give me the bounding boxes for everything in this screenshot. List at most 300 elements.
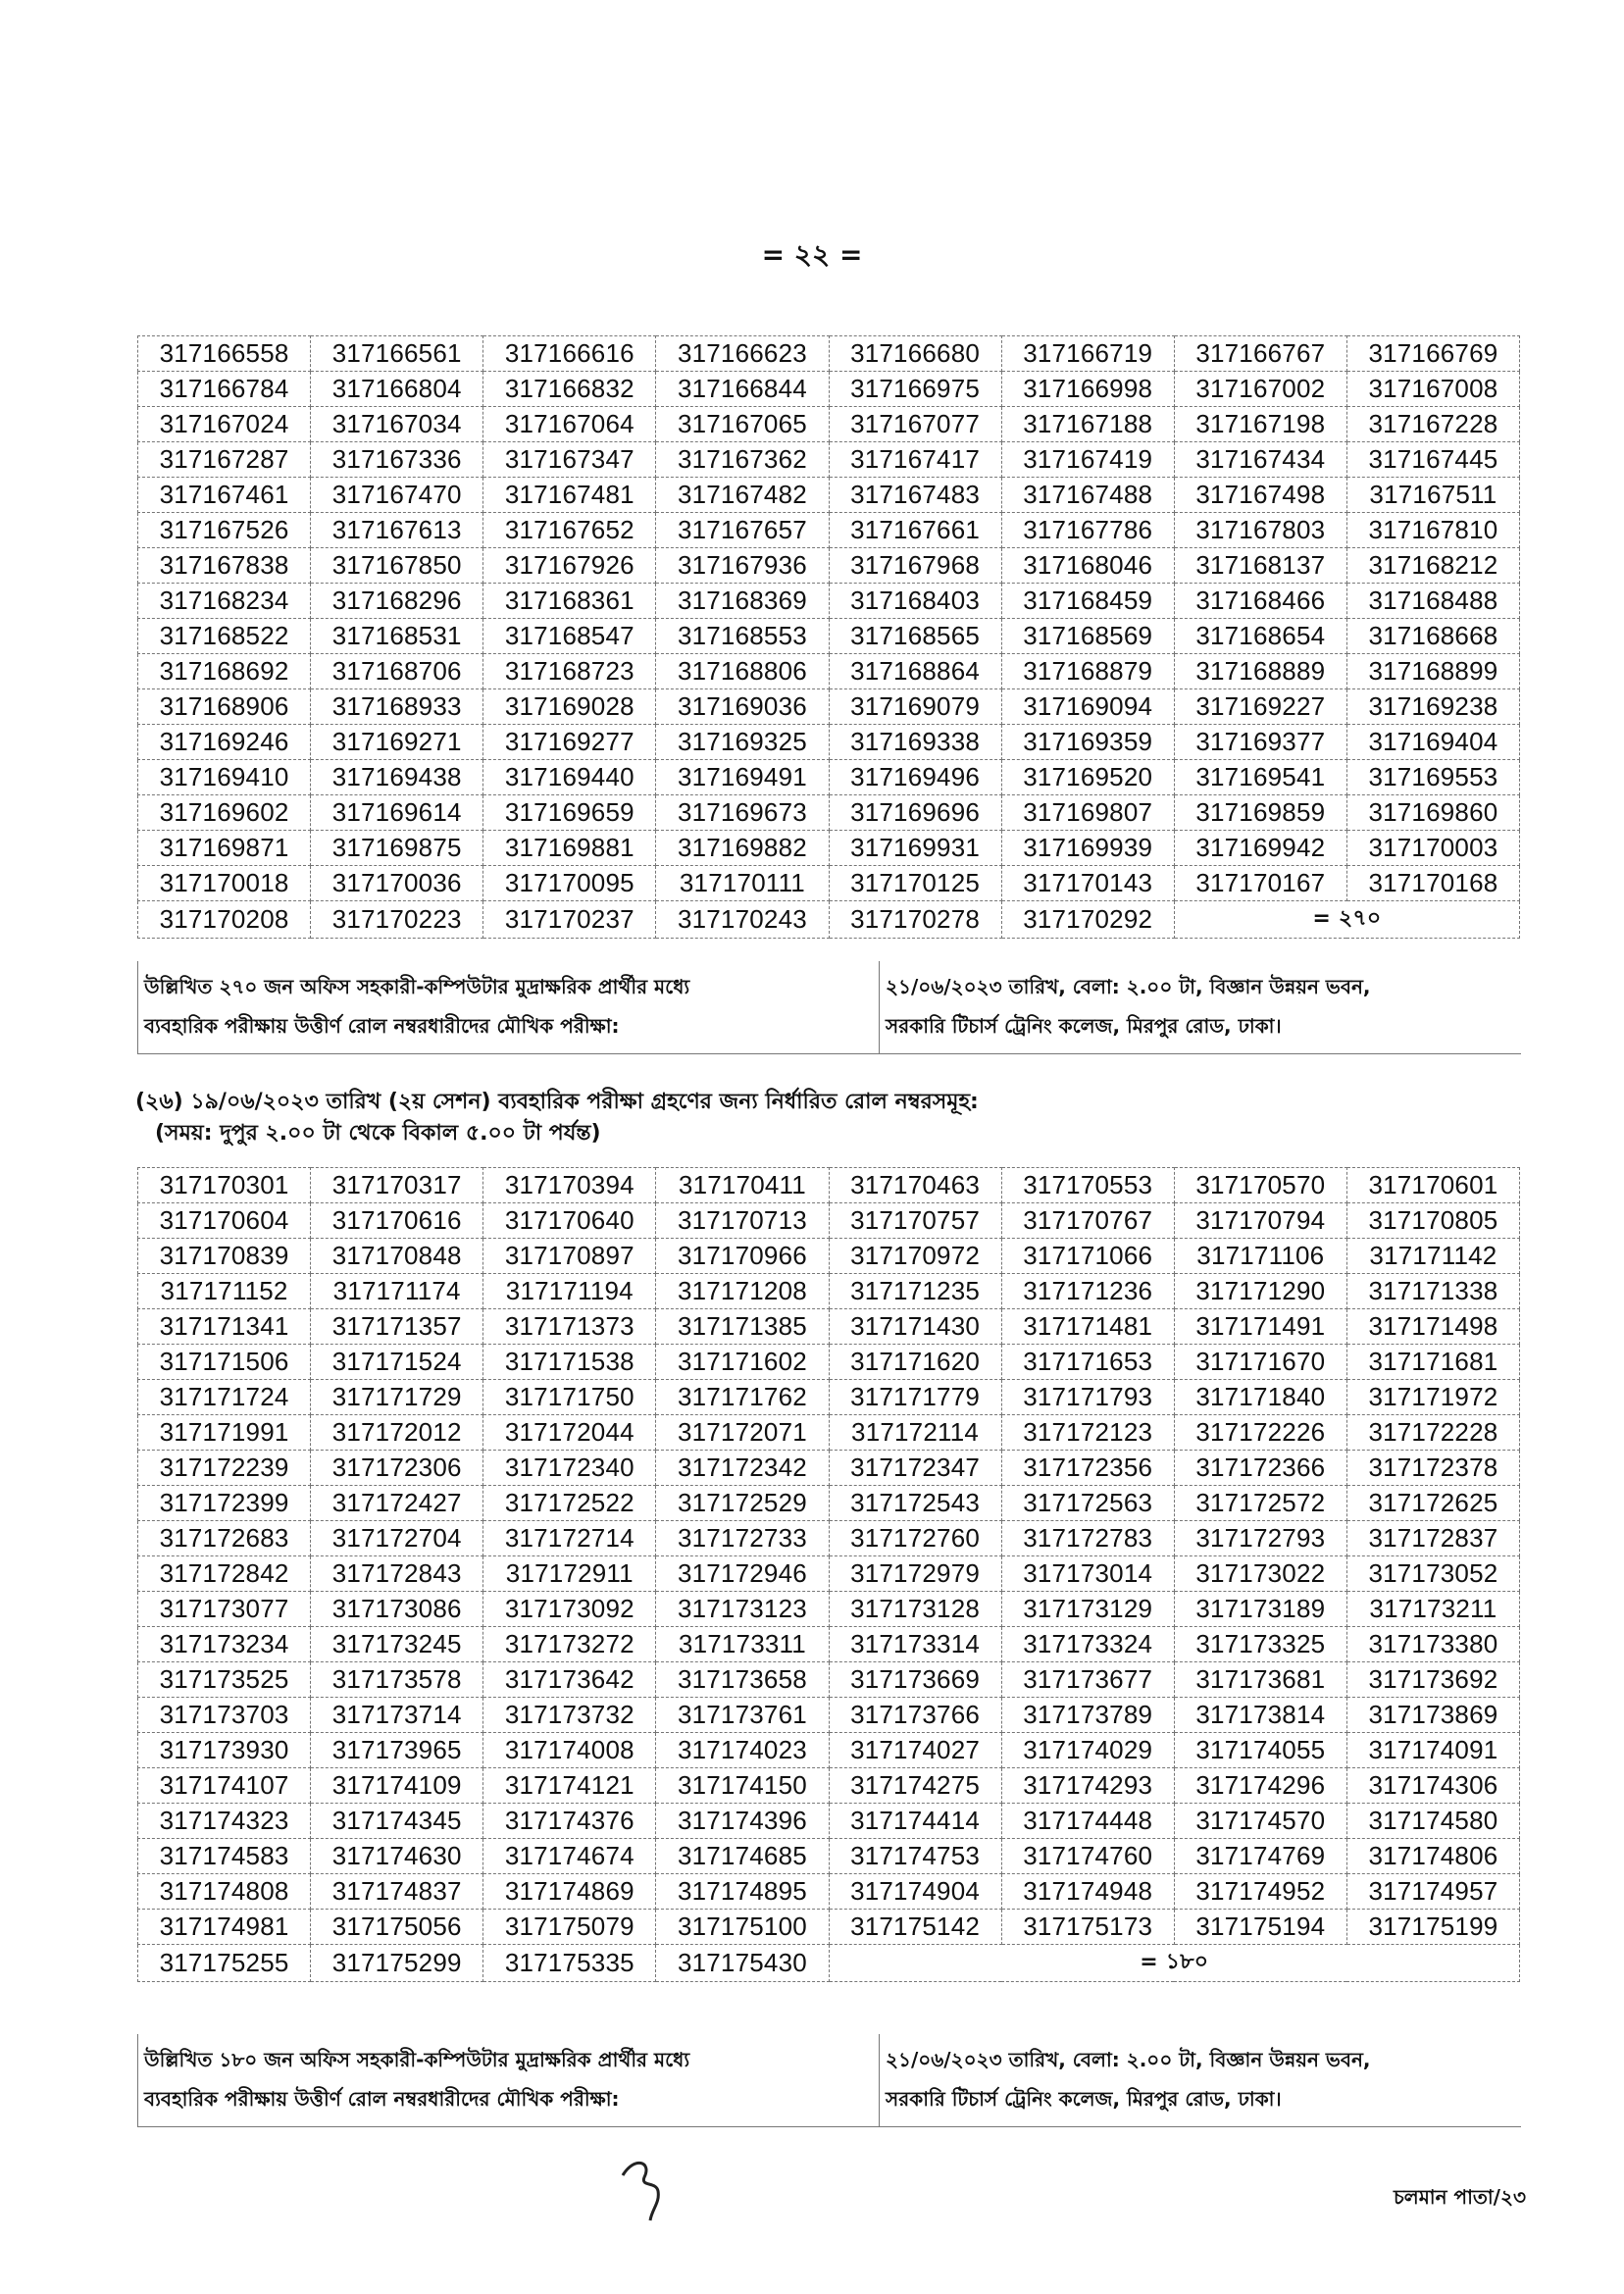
roll-number-cell: 317168706 bbox=[311, 654, 483, 689]
roll-number-cell: 317171106 bbox=[1174, 1239, 1346, 1274]
roll-number-cell: 317174753 bbox=[829, 1839, 1001, 1874]
roll-number-cell: 317167482 bbox=[656, 478, 829, 513]
roll-number-cell: 317169246 bbox=[138, 725, 311, 760]
roll-number-cell: 317174769 bbox=[1174, 1839, 1346, 1874]
roll-number-cell: 317174345 bbox=[311, 1804, 483, 1839]
roll-number-cell: 317171194 bbox=[483, 1274, 656, 1309]
roll-number-cell: 317168569 bbox=[1001, 619, 1174, 654]
section-heading-26 bbox=[135, 1087, 1528, 1149]
roll-number-cell: 317175430 bbox=[656, 1945, 829, 1982]
roll-number-cell: 317173703 bbox=[138, 1698, 311, 1733]
roll-number-cell: 317167838 bbox=[138, 548, 311, 584]
roll-number-cell: 317175335 bbox=[483, 1945, 656, 1982]
roll-number-cell: 317171290 bbox=[1174, 1274, 1346, 1309]
roll-number-cell: 317169377 bbox=[1174, 725, 1346, 760]
roll-number-cell: 317170805 bbox=[1346, 1203, 1519, 1239]
roll-number-cell: 317170794 bbox=[1174, 1203, 1346, 1239]
roll-number-cell: 317167803 bbox=[1174, 513, 1346, 548]
roll-number-cell: 317172012 bbox=[311, 1415, 483, 1451]
roll-number-cell: 317166680 bbox=[829, 336, 1001, 372]
table-row bbox=[138, 1345, 1520, 1380]
roll-number-cell: 317170317 bbox=[311, 1168, 483, 1203]
roll-number-cell: 317173272 bbox=[483, 1627, 656, 1662]
roll-number-cell: 317167034 bbox=[311, 407, 483, 442]
roll-number-cell: 317168361 bbox=[483, 584, 656, 619]
roll-number-cell: 317171991 bbox=[138, 1415, 311, 1451]
roll-number-cell: 317172340 bbox=[483, 1451, 656, 1486]
roll-number-cell: 317175173 bbox=[1001, 1910, 1174, 1945]
roll-number-cell: 317171491 bbox=[1174, 1309, 1346, 1345]
roll-number-cell: 317170640 bbox=[483, 1203, 656, 1239]
viva-note-candidates bbox=[138, 961, 880, 1053]
roll-number-cell: 317172563 bbox=[1001, 1486, 1174, 1521]
roll-number-cell: 317172306 bbox=[311, 1451, 483, 1486]
roll-number-cell: 317167336 bbox=[311, 442, 483, 478]
roll-number-cell: 317174023 bbox=[656, 1733, 829, 1768]
roll-number-cell: 317171729 bbox=[311, 1380, 483, 1415]
table-row bbox=[138, 1415, 1520, 1451]
roll-number-cell: 317170839 bbox=[138, 1239, 311, 1274]
table-row bbox=[138, 1839, 1520, 1874]
roll-number-cell: 317174414 bbox=[829, 1804, 1001, 1839]
roll-number-cell: 317169520 bbox=[1001, 760, 1174, 795]
roll-number-cell: 317171236 bbox=[1001, 1274, 1174, 1309]
table-row bbox=[138, 1698, 1520, 1733]
roll-number-table-session-2 bbox=[137, 1167, 1520, 1982]
roll-number-cell: 317172378 bbox=[1346, 1451, 1519, 1486]
table-row bbox=[138, 513, 1520, 548]
roll-number-cell: 317173077 bbox=[138, 1592, 311, 1627]
table-row bbox=[138, 1768, 1520, 1804]
roll-number-cell: 317171385 bbox=[656, 1309, 829, 1345]
table-row bbox=[138, 442, 1520, 478]
table-row bbox=[138, 1451, 1520, 1486]
roll-number-cell: 317169028 bbox=[483, 689, 656, 725]
roll-number-cell: 317175199 bbox=[1346, 1910, 1519, 1945]
roll-number-cell: 317169939 bbox=[1001, 831, 1174, 866]
table-row bbox=[138, 831, 1520, 866]
roll-number-cell: 317174293 bbox=[1001, 1768, 1174, 1804]
roll-number-cell: 317170604 bbox=[138, 1203, 311, 1239]
note-line: সরকারি টিচার্স ট্রেনিং কলেজ, মিরপুর রোড, ঢাকা। bbox=[886, 2087, 1282, 2111]
roll-number-cell: 317171620 bbox=[829, 1345, 1001, 1380]
roll-number-cell: 317171506 bbox=[138, 1345, 311, 1380]
table-row bbox=[138, 1874, 1520, 1910]
table-row bbox=[138, 654, 1520, 689]
roll-number-cell: 317174029 bbox=[1001, 1733, 1174, 1768]
roll-number-cell: 317169541 bbox=[1174, 760, 1346, 795]
roll-number-cell: 317173380 bbox=[1346, 1627, 1519, 1662]
roll-number-cell: 317167926 bbox=[483, 548, 656, 584]
roll-number-cell: 317171498 bbox=[1346, 1309, 1519, 1345]
roll-number-cell: 317175100 bbox=[656, 1910, 829, 1945]
roll-number-cell: 317173128 bbox=[829, 1592, 1001, 1627]
roll-number-cell: 317169881 bbox=[483, 831, 656, 866]
roll-number-cell: 317172123 bbox=[1001, 1415, 1174, 1451]
roll-number-cell: 317174570 bbox=[1174, 1804, 1346, 1839]
roll-number-cell: 317174981 bbox=[138, 1910, 311, 1945]
roll-number-cell: 317167287 bbox=[138, 442, 311, 478]
roll-number-cell: 317173189 bbox=[1174, 1592, 1346, 1627]
roll-number-cell: 317171681 bbox=[1346, 1345, 1519, 1380]
viva-note-venue bbox=[880, 2034, 1521, 2126]
total-count: = ১৮০ bbox=[829, 1945, 1520, 1982]
roll-number-cell: 317166804 bbox=[311, 372, 483, 407]
table-row bbox=[138, 901, 1520, 939]
viva-note-candidates bbox=[138, 2034, 880, 2126]
note-line: সরকারি টিচার্স ট্রেনিং কলেজ, মিরপুর রোড, ঢাকা। bbox=[886, 1014, 1282, 1038]
roll-number-cell: 317172239 bbox=[138, 1451, 311, 1486]
roll-number-cell: 317170237 bbox=[483, 901, 656, 939]
roll-number-cell: 317166832 bbox=[483, 372, 656, 407]
roll-number-cell: 317173052 bbox=[1346, 1556, 1519, 1592]
roll-number-cell: 317168565 bbox=[829, 619, 1001, 654]
table-row bbox=[138, 1203, 1520, 1239]
viva-note-venue bbox=[880, 961, 1521, 1053]
roll-number-cell: 317170767 bbox=[1001, 1203, 1174, 1239]
roll-number-cell: 317173789 bbox=[1001, 1698, 1174, 1733]
roll-number-cell: 317174808 bbox=[138, 1874, 311, 1910]
table-row bbox=[138, 1274, 1520, 1309]
table-row bbox=[138, 1804, 1520, 1839]
table-row bbox=[138, 478, 1520, 513]
roll-number-cell: 317174008 bbox=[483, 1733, 656, 1768]
roll-number-cell: 317169227 bbox=[1174, 689, 1346, 725]
roll-number-cell: 317169882 bbox=[656, 831, 829, 866]
roll-number-cell: 317168369 bbox=[656, 584, 829, 619]
table-row bbox=[138, 407, 1520, 442]
roll-number-cell: 317171840 bbox=[1174, 1380, 1346, 1415]
roll-number-cell: 317168296 bbox=[311, 584, 483, 619]
roll-number-cell: 317171152 bbox=[138, 1274, 311, 1309]
roll-number-cell: 317174376 bbox=[483, 1804, 656, 1839]
roll-number-cell: 317167488 bbox=[1001, 478, 1174, 513]
roll-number-cell: 317170757 bbox=[829, 1203, 1001, 1239]
roll-number-cell: 317173578 bbox=[311, 1662, 483, 1698]
roll-number-cell: 317167657 bbox=[656, 513, 829, 548]
roll-number-cell: 317167417 bbox=[829, 442, 1001, 478]
roll-number-cell: 317174107 bbox=[138, 1768, 311, 1804]
roll-number-cell: 317174055 bbox=[1174, 1733, 1346, 1768]
roll-number-cell: 317166616 bbox=[483, 336, 656, 372]
roll-number-cell: 317173814 bbox=[1174, 1698, 1346, 1733]
roll-number-cell: 317168137 bbox=[1174, 548, 1346, 584]
roll-number-cell: 317167786 bbox=[1001, 513, 1174, 548]
roll-number-cell: 317174674 bbox=[483, 1839, 656, 1874]
roll-number-cell: 317171357 bbox=[311, 1309, 483, 1345]
roll-number-cell: 317174630 bbox=[311, 1839, 483, 1874]
roll-number-cell: 317174448 bbox=[1001, 1804, 1174, 1839]
table-row bbox=[138, 336, 1520, 372]
roll-number-cell: 317167461 bbox=[138, 478, 311, 513]
roll-number-cell: 317167065 bbox=[656, 407, 829, 442]
roll-number-cell: 317168531 bbox=[311, 619, 483, 654]
roll-number-cell: 317166784 bbox=[138, 372, 311, 407]
table-row bbox=[138, 1733, 1520, 1768]
roll-number-cell: 317169931 bbox=[829, 831, 1001, 866]
roll-number-cell: 317170125 bbox=[829, 866, 1001, 901]
table-row bbox=[138, 1556, 1520, 1592]
table-row bbox=[138, 1521, 1520, 1556]
roll-number-cell: 317169807 bbox=[1001, 795, 1174, 831]
roll-number-cell: 317167419 bbox=[1001, 442, 1174, 478]
roll-number-cell: 317173314 bbox=[829, 1627, 1001, 1662]
roll-number-cell: 317172427 bbox=[311, 1486, 483, 1521]
roll-number-cell: 317172704 bbox=[311, 1521, 483, 1556]
roll-number-cell: 317171779 bbox=[829, 1380, 1001, 1415]
roll-number-cell: 317169602 bbox=[138, 795, 311, 831]
roll-number-cell: 317173669 bbox=[829, 1662, 1001, 1698]
roll-number-cell: 317168547 bbox=[483, 619, 656, 654]
roll-number-cell: 317170394 bbox=[483, 1168, 656, 1203]
roll-number-cell: 317170278 bbox=[829, 901, 1001, 939]
roll-number-cell: 317173311 bbox=[656, 1627, 829, 1662]
roll-number-cell: 317167445 bbox=[1346, 442, 1519, 478]
roll-number-cell: 317171066 bbox=[1001, 1239, 1174, 1274]
table-row bbox=[138, 795, 1520, 831]
roll-number-cell: 317171208 bbox=[656, 1274, 829, 1309]
roll-number-cell: 317167228 bbox=[1346, 407, 1519, 442]
roll-number-cell: 317172683 bbox=[138, 1521, 311, 1556]
roll-number-cell: 317173324 bbox=[1001, 1627, 1174, 1662]
roll-number-cell: 317173766 bbox=[829, 1698, 1001, 1733]
roll-number-cell: 317174323 bbox=[138, 1804, 311, 1839]
roll-number-cell: 317170003 bbox=[1346, 831, 1519, 866]
roll-number-cell: 317171538 bbox=[483, 1345, 656, 1380]
roll-number-cell: 317172783 bbox=[1001, 1521, 1174, 1556]
roll-number-cell: 317167810 bbox=[1346, 513, 1519, 548]
roll-number-cell: 317174091 bbox=[1346, 1733, 1519, 1768]
roll-number-cell: 317174957 bbox=[1346, 1874, 1519, 1910]
roll-number-cell: 317167481 bbox=[483, 478, 656, 513]
roll-number-cell: 317172911 bbox=[483, 1556, 656, 1592]
roll-number-cell: 317173245 bbox=[311, 1627, 483, 1662]
roll-number-cell: 317169410 bbox=[138, 760, 311, 795]
roll-number-cell: 317167470 bbox=[311, 478, 483, 513]
roll-number-cell: 317172843 bbox=[311, 1556, 483, 1592]
roll-number-cell: 317172793 bbox=[1174, 1521, 1346, 1556]
signature-icon bbox=[613, 2148, 691, 2226]
roll-number-cell: 317167002 bbox=[1174, 372, 1346, 407]
roll-number-cell: 317169325 bbox=[656, 725, 829, 760]
roll-number-cell: 317174296 bbox=[1174, 1768, 1346, 1804]
roll-number-cell: 317170111 bbox=[656, 866, 829, 901]
roll-number-cell: 317167434 bbox=[1174, 442, 1346, 478]
roll-number-cell: 317169659 bbox=[483, 795, 656, 831]
roll-number-cell: 317170301 bbox=[138, 1168, 311, 1203]
roll-number-cell: 317173092 bbox=[483, 1592, 656, 1627]
table-row bbox=[138, 760, 1520, 795]
roll-number-cell: 317169673 bbox=[656, 795, 829, 831]
roll-number-cell: 317172366 bbox=[1174, 1451, 1346, 1486]
roll-number-cell: 317172228 bbox=[1346, 1415, 1519, 1451]
roll-number-cell: 317174109 bbox=[311, 1768, 483, 1804]
roll-number-cell: 317168553 bbox=[656, 619, 829, 654]
roll-number-cell: 317170553 bbox=[1001, 1168, 1174, 1203]
roll-number-cell: 317169094 bbox=[1001, 689, 1174, 725]
continued-next-page: চলমান পাতা/২৩ bbox=[1394, 2185, 1526, 2209]
roll-number-cell: 317174583 bbox=[138, 1839, 311, 1874]
roll-number-cell: 317169942 bbox=[1174, 831, 1346, 866]
roll-number-cell: 317166769 bbox=[1346, 336, 1519, 372]
roll-number-cell: 317166767 bbox=[1174, 336, 1346, 372]
roll-number-cell: 317170208 bbox=[138, 901, 311, 939]
roll-number-cell: 317169238 bbox=[1346, 689, 1519, 725]
roll-number-cell: 317174948 bbox=[1001, 1874, 1174, 1910]
roll-number-cell: 317169553 bbox=[1346, 760, 1519, 795]
table-row bbox=[138, 1910, 1520, 1945]
table-row bbox=[138, 1380, 1520, 1415]
roll-number-cell: 317167064 bbox=[483, 407, 656, 442]
roll-number-cell: 317173022 bbox=[1174, 1556, 1346, 1592]
roll-number-cell: 317172842 bbox=[138, 1556, 311, 1592]
note-line: ২১/০৬/২০২৩ তারিখ, বেলা: ২.০০ টা, বিজ্ঞান উন্নয়ন ভবন, bbox=[886, 2048, 1371, 2071]
roll-number-cell: 317174760 bbox=[1001, 1839, 1174, 1874]
roll-number-cell: 317172071 bbox=[656, 1415, 829, 1451]
roll-number-cell: 317175142 bbox=[829, 1910, 1001, 1945]
roll-number-cell: 317175255 bbox=[138, 1945, 311, 1982]
roll-number-cell: 317167498 bbox=[1174, 478, 1346, 513]
roll-number-cell: 317171341 bbox=[138, 1309, 311, 1345]
roll-number-cell: 317166844 bbox=[656, 372, 829, 407]
roll-number-table-session-1 bbox=[137, 335, 1520, 939]
note-line: উল্লিখিত ২৭০ জন অফিস সহকারী-কম্পিউটার মুদ্রাক্ষরিক প্রার্থীর মধ্যে bbox=[144, 975, 690, 998]
roll-number-cell: 317173930 bbox=[138, 1733, 311, 1768]
roll-number-cell: 317172543 bbox=[829, 1486, 1001, 1521]
roll-number-cell: 317168466 bbox=[1174, 584, 1346, 619]
table-row bbox=[138, 866, 1520, 901]
roll-number-cell: 317169440 bbox=[483, 760, 656, 795]
roll-number-cell: 317173965 bbox=[311, 1733, 483, 1768]
roll-number-cell: 317166558 bbox=[138, 336, 311, 372]
roll-number-cell: 317170018 bbox=[138, 866, 311, 901]
section-title: (২৬) ১৯/০৬/২০২৩ তারিখ (২য় সেশন) ব্যবহারিক পরীক্ষা গ্রহণের জন্য নির্ধারিত রোল নম্বরসমূহ: bbox=[135, 1090, 979, 1114]
table-row bbox=[138, 1486, 1520, 1521]
roll-number-cell: 317173658 bbox=[656, 1662, 829, 1698]
roll-number-cell: 317168864 bbox=[829, 654, 1001, 689]
roll-number-cell: 317174580 bbox=[1346, 1804, 1519, 1839]
roll-number-cell: 317169860 bbox=[1346, 795, 1519, 831]
roll-number-cell: 317171430 bbox=[829, 1309, 1001, 1345]
roll-number-cell: 317169404 bbox=[1346, 725, 1519, 760]
roll-number-cell: 317170036 bbox=[311, 866, 483, 901]
roll-number-cell: 317168488 bbox=[1346, 584, 1519, 619]
viva-note-session-1 bbox=[137, 961, 1521, 1054]
table-row bbox=[138, 1309, 1520, 1345]
roll-number-cell: 317171373 bbox=[483, 1309, 656, 1345]
roll-number-cell: 317173692 bbox=[1346, 1662, 1519, 1698]
roll-number-cell: 317169496 bbox=[829, 760, 1001, 795]
roll-number-cell: 317170411 bbox=[656, 1168, 829, 1203]
roll-number-cell: 317174396 bbox=[656, 1804, 829, 1839]
roll-number-cell: 317173761 bbox=[656, 1698, 829, 1733]
roll-number-cell: 317168403 bbox=[829, 584, 1001, 619]
roll-number-cell: 317173325 bbox=[1174, 1627, 1346, 1662]
roll-number-cell: 317167936 bbox=[656, 548, 829, 584]
roll-number-cell: 317172760 bbox=[829, 1521, 1001, 1556]
roll-number-cell: 317170143 bbox=[1001, 866, 1174, 901]
roll-number-cell: 317168899 bbox=[1346, 654, 1519, 689]
roll-number-cell: 317170966 bbox=[656, 1239, 829, 1274]
roll-number-cell: 317167661 bbox=[829, 513, 1001, 548]
roll-number-cell: 317172044 bbox=[483, 1415, 656, 1451]
roll-number-cell: 317172625 bbox=[1346, 1486, 1519, 1521]
roll-number-cell: 317172979 bbox=[829, 1556, 1001, 1592]
roll-number-cell: 317168522 bbox=[138, 619, 311, 654]
roll-number-cell: 317171481 bbox=[1001, 1309, 1174, 1345]
table-row bbox=[138, 619, 1520, 654]
roll-number-cell: 317168668 bbox=[1346, 619, 1519, 654]
roll-number-cell: 317170095 bbox=[483, 866, 656, 901]
note-line: উল্লিখিত ১৮০ জন অফিস সহকারী-কম্পিউটার মুদ্রাক্ষরিক প্রার্থীর মধ্যে bbox=[144, 2048, 690, 2071]
roll-number-cell: 317167188 bbox=[1001, 407, 1174, 442]
roll-number-cell: 317171762 bbox=[656, 1380, 829, 1415]
roll-number-cell: 317168459 bbox=[1001, 584, 1174, 619]
roll-number-cell: 317169875 bbox=[311, 831, 483, 866]
table-row bbox=[138, 1168, 1520, 1203]
page-number: = ২২ = bbox=[761, 238, 863, 271]
roll-number-cell: 317173211 bbox=[1346, 1592, 1519, 1627]
roll-number-cell: 317170168 bbox=[1346, 866, 1519, 901]
roll-number-cell: 317169614 bbox=[311, 795, 483, 831]
roll-number-cell: 317173869 bbox=[1346, 1698, 1519, 1733]
roll-number-cell: 317174150 bbox=[656, 1768, 829, 1804]
roll-number-cell: 317173732 bbox=[483, 1698, 656, 1733]
roll-number-cell: 317172733 bbox=[656, 1521, 829, 1556]
roll-number-cell: 317169491 bbox=[656, 760, 829, 795]
roll-number-cell: 317174904 bbox=[829, 1874, 1001, 1910]
roll-number-cell: 317169696 bbox=[829, 795, 1001, 831]
roll-number-cell: 317172342 bbox=[656, 1451, 829, 1486]
roll-number-cell: 317171724 bbox=[138, 1380, 311, 1415]
roll-number-cell: 317172399 bbox=[138, 1486, 311, 1521]
roll-number-cell: 317171524 bbox=[311, 1345, 483, 1380]
roll-number-cell: 317172837 bbox=[1346, 1521, 1519, 1556]
roll-number-cell: 317172114 bbox=[829, 1415, 1001, 1451]
roll-number-cell: 317172572 bbox=[1174, 1486, 1346, 1521]
roll-number-cell: 317169036 bbox=[656, 689, 829, 725]
roll-number-cell: 317173129 bbox=[1001, 1592, 1174, 1627]
table-row bbox=[138, 372, 1520, 407]
roll-number-cell: 317174027 bbox=[829, 1733, 1001, 1768]
roll-number-cell: 317173086 bbox=[311, 1592, 483, 1627]
roll-number-cell: 317166719 bbox=[1001, 336, 1174, 372]
roll-number-cell: 317167198 bbox=[1174, 407, 1346, 442]
viva-note-session-2 bbox=[137, 2034, 1521, 2127]
roll-number-cell: 317173642 bbox=[483, 1662, 656, 1698]
roll-number-cell: 317171972 bbox=[1346, 1380, 1519, 1415]
roll-number-cell: 317167483 bbox=[829, 478, 1001, 513]
roll-number-cell: 317171750 bbox=[483, 1380, 656, 1415]
roll-number-cell: 317166623 bbox=[656, 336, 829, 372]
roll-number-cell: 317174895 bbox=[656, 1874, 829, 1910]
roll-number-cell: 317167024 bbox=[138, 407, 311, 442]
roll-number-cell: 317169359 bbox=[1001, 725, 1174, 760]
roll-number-cell: 317170463 bbox=[829, 1168, 1001, 1203]
roll-number-cell: 317174837 bbox=[311, 1874, 483, 1910]
roll-number-cell: 317167077 bbox=[829, 407, 1001, 442]
roll-number-cell: 317170167 bbox=[1174, 866, 1346, 901]
roll-number-cell: 317173681 bbox=[1174, 1662, 1346, 1698]
roll-number-cell: 317175056 bbox=[311, 1910, 483, 1945]
roll-number-cell: 317171670 bbox=[1174, 1345, 1346, 1380]
section-time: (সময়: দুপুর ২.০০ টা থেকে বিকাল ৫.০০ টা পর্যন্ত) bbox=[155, 1121, 601, 1146]
roll-number-cell: 317166975 bbox=[829, 372, 1001, 407]
note-line: ব্যবহারিক পরীক্ষায় উত্তীর্ণ রোল নম্বরধারীদের মৌখিক পরীক্ষা: bbox=[144, 1014, 620, 1038]
roll-number-cell: 317169271 bbox=[311, 725, 483, 760]
roll-number-cell: 317168879 bbox=[1001, 654, 1174, 689]
roll-number-cell: 317171174 bbox=[311, 1274, 483, 1309]
